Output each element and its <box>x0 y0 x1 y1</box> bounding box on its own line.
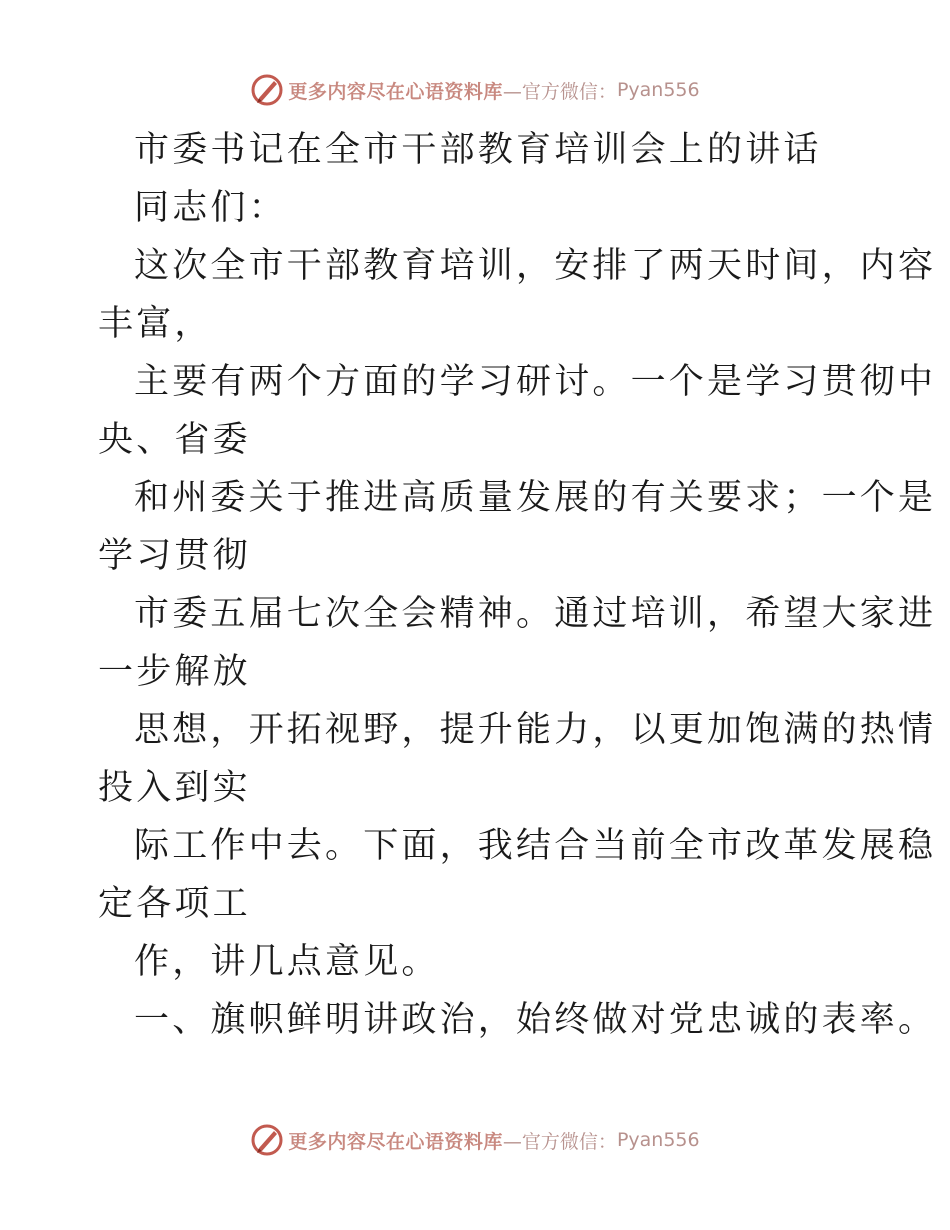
pen-logo-icon <box>250 1123 284 1157</box>
salutation: 同志们： <box>134 188 287 228</box>
section-heading: 一、旗帜鲜明讲政治，始终做对党忠诚的表率。 <box>134 1000 937 1040</box>
paragraph-line: 思想，开拓视野，提升能力，以更加饱满的热情 <box>134 710 937 750</box>
paragraph-line: 央、省委 <box>98 420 251 460</box>
watermark-brand: 更多内容尽在心语资料库 <box>288 80 503 103</box>
document-title: 市委书记在全市干部教育培训会上的讲话 <box>134 130 822 170</box>
paragraph-line: 丰富， <box>98 304 213 344</box>
paragraph-line: 定各项工 <box>98 884 251 924</box>
paragraph-line: 学习贯彻 <box>98 536 251 576</box>
pen-logo-icon <box>250 73 284 107</box>
header-watermark <box>0 70 950 110</box>
watermark-brand: 更多内容尽在心语资料库 <box>288 1130 503 1153</box>
watermark-wechat-id: Pyan556 <box>616 1129 700 1151</box>
watermark-wechat-id: Pyan556 <box>616 79 700 101</box>
paragraph-line: 这次全市干部教育培训，安排了两天时间，内容 <box>134 246 937 286</box>
paragraph-line: 和州委关于推进高质量发展的有关要求；一个是 <box>134 478 937 518</box>
footer-watermark <box>0 1120 950 1160</box>
watermark-official-label: —官方微信： <box>502 80 617 103</box>
paragraph-line: 作，讲几点意见。 <box>134 942 440 982</box>
paragraph-line: 主要有两个方面的学习研讨。一个是学习贯彻中 <box>134 362 937 402</box>
paragraph-line: 投入到实 <box>98 768 251 808</box>
paragraph-line: 市委五届七次全会精神。通过培训，希望大家进 <box>134 594 937 634</box>
watermark-official-label: —官方微信： <box>502 1130 617 1153</box>
paragraph-line: 一步解放 <box>98 652 251 692</box>
paragraph-line: 际工作中去。下面，我结合当前全市改革发展稳 <box>134 826 937 866</box>
